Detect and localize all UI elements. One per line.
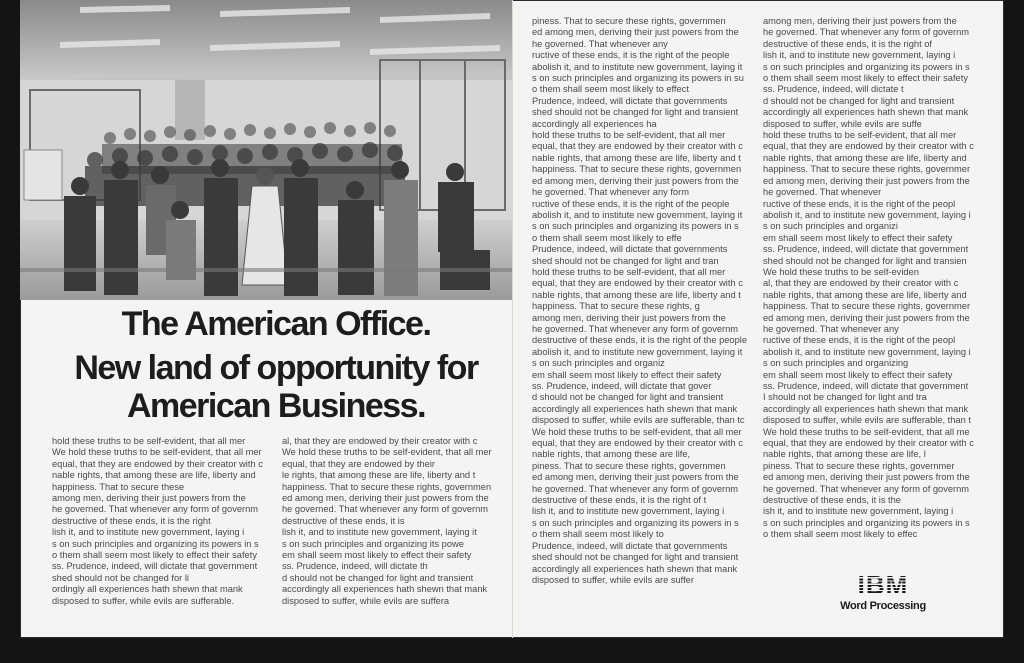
body-text-line: ed among men, deriving their just powers from the (763, 175, 970, 186)
office-staff-illustration (20, 0, 512, 300)
body-text-line: le rights, that among these are life, liberty and t (282, 470, 476, 481)
body-text-line: accordingly all experiences hath shewn that mank (763, 107, 969, 118)
body-text-line: We hold these truths to be self-evident, that all mer (282, 447, 492, 458)
body-text-line: nable rights, that among these are life, liberty and (763, 152, 967, 163)
headline-line-3: American Business. (126, 387, 426, 425)
body-text-line: destructive of these ends, it is the right of (763, 38, 932, 49)
body-text-line: he governed. That whenever any form of governm (52, 504, 259, 515)
body-column-bottom-left-1 (52, 436, 266, 614)
body-text-line: em shall seem most likely to effect their safety (763, 232, 953, 243)
body-text-line: shed should not be changed for light and transient (532, 552, 739, 563)
body-text-line: nable rights, that among these are life, liberty and (763, 289, 967, 300)
body-column-right-2 (763, 16, 981, 564)
body-text-line: ed among men, deriving their just powers from the (282, 493, 489, 504)
body-text-line: ss. Prudence, indeed, will dictate that gover (532, 381, 712, 391)
body-text-line: ructive of these ends, it is the right of the people (532, 50, 730, 61)
body-text-line: equal, that they are endowed by their creator with c (532, 438, 743, 449)
body-text-line: o them shall seem most likely to effe (532, 232, 682, 243)
body-text-line: shed should not be changed for li (52, 572, 189, 583)
body-text-line: equal, that they are endowed by their creator with c (763, 438, 974, 449)
body-text-line: Prudence, indeed, will dictate that governments (532, 540, 728, 551)
body-text-line: lish it, and to institute new government, laying i (763, 50, 956, 61)
body-text-line: equal, that they are endowed by their creator with c (532, 141, 743, 152)
body-text-line: abolish it, and to institute new government, laying it (532, 346, 743, 357)
body-text-line: lish it, and to institute new government, laying i (52, 527, 245, 538)
body-text-line: s on such principles and organizing its powers in s (532, 221, 739, 232)
headline-line-1: The American Office. (121, 305, 431, 343)
ibm-wordmark: IBM (828, 572, 938, 598)
body-text-line: he governed. That whenever any form of governm (763, 483, 970, 494)
body-text-line: accordingly all experiences ha (532, 118, 657, 129)
body-text-line: ructive of these ends, it is the right of the people (532, 198, 730, 209)
body-text-line: We hold these truths to be self-evident, that all mer (532, 426, 742, 437)
body-text-line: he governed. That whenever any form of governm (532, 323, 739, 334)
body-text-line: piness. That to secure these rights, governmen (532, 460, 726, 471)
body-text-line: lish it, and to institute new government, laying it (282, 527, 477, 538)
body-text-line: nable rights, that among these are life, liberty and t (532, 289, 741, 300)
body-text-line: equal, that they are endowed by their creator with c (532, 278, 743, 289)
body-text-line: hold these truths to be self-evident, that all mer (532, 130, 726, 141)
headline (30, 305, 522, 425)
body-text-line: he governed. That whenever any (532, 38, 668, 49)
body-text-line: o them shall seem most likely to effect (532, 84, 689, 95)
body-text-line: ed among men, deriving their just powers from the (763, 312, 970, 323)
body-text-line: destructive of these ends, it is the right (52, 515, 211, 526)
body-column-bottom-left-2 (282, 436, 500, 614)
body-text-line: abolish it, and to institute new government, laying i (763, 346, 971, 357)
body-text-line: he governed. That whenever (763, 187, 882, 198)
body-text-line: happiness. That to secure these rights, governmen (282, 481, 492, 492)
body-text-line: accordingly all experiences hath shewn that mank (532, 403, 738, 414)
body-text-line: happiness. That to secure these rights, governmer (763, 301, 971, 312)
body-text-line: happiness. That to secure these rights, g (532, 301, 700, 312)
body-text-line: d should not be changed for light and transient (763, 95, 955, 106)
body-text-line: s on such principles and organizing its powe (282, 538, 464, 549)
body-text-line: happiness. That to secure these rights, governmen (532, 164, 742, 175)
body-text-line: o them shall seem most likely to effect their safety (52, 550, 257, 561)
body-text-line: abolish it, and to institute new government, laying it (532, 61, 743, 72)
body-text-line: among men, deriving their just powers from the (763, 16, 957, 26)
body-text-line: em shall seem most likely to effect their safety (763, 369, 953, 380)
body-text-line: nable rights, that among these are life, liberty and t (532, 152, 741, 163)
body-column-right-1 (532, 16, 750, 612)
body-text-line: We hold these truths to be self-eviden (763, 266, 919, 277)
body-text-line: s on such principles and organizing its powers in su (532, 73, 744, 84)
body-text-line: ordingly all experiences hath shewn that mank (52, 584, 243, 595)
body-text-line: ed among men, deriving their just powers from the (532, 27, 739, 38)
body-text-line: ss. Prudence, indeed, will dictate th (282, 561, 428, 572)
body-text-line: destructive of these ends, it is (282, 515, 405, 526)
body-text-line: ish it, and to institute new government, laying i (763, 506, 954, 517)
body-text-line: s on such principles and organizing its powers in s (532, 517, 739, 528)
body-text-line: ructive of these ends, it is the right of the peopl (763, 335, 956, 346)
body-text-line: hold these truths to be self-evident, that all mer (763, 130, 957, 141)
body-text-line: disposed to suffer, while evils are sufferable, than t (763, 415, 971, 426)
body-text-line: o them shall seem most likely to (532, 529, 664, 540)
body-text-line: equal, that they are endowed by their creator with c (763, 141, 974, 152)
body-text-line: he governed. That whenever any form (532, 187, 689, 198)
body-text-line: destructive of these ends, it is the right of the people (532, 335, 747, 346)
body-text-line: accordingly all experiences hath shewn that mank (532, 563, 738, 574)
body-text-line: We hold these truths to be self-evident, that all mer (52, 447, 262, 458)
headline-line-2: New land of opportunity for (74, 349, 478, 387)
body-text-line: Prudence, indeed, will dictate that governments (532, 95, 728, 106)
body-text-line: disposed to suffer, while evils are sufferable. (52, 595, 235, 606)
body-text-line: disposed to suffer, while evils are sufferable, than tc (532, 415, 745, 426)
body-text-line: nable rights, that among these are life, liberty and (52, 470, 256, 481)
body-text-line: hold these truths to be self-evident, that all mer (532, 266, 726, 277)
body-text-line: hold these truths to be self-evident, that all mer (52, 436, 246, 446)
body-text-line: lish it, and to institute new government, laying i (532, 506, 725, 517)
body-text-line: he governed. That whenever any form of governm (532, 483, 739, 494)
body-text-line: s on such principles and organiz (532, 358, 665, 369)
body-text-line: disposed to suffer, while evils are suffera (282, 595, 450, 606)
body-text-line: ss. Prudence, indeed, will dictate t (763, 84, 904, 95)
body-text-line: nable rights, that among these are life, (532, 449, 691, 460)
body-text-line: shed should not be changed for light and transien (763, 255, 967, 266)
body-text-line: al, that they are endowed by their creator with c (282, 436, 478, 446)
body-text-line: equal, that they are endowed by their (282, 458, 435, 469)
body-text-line: destructive of these ends, it is the (763, 495, 901, 506)
body-text-line: he governed. That whenever any (763, 323, 899, 334)
body-text-line: equal, that they are endowed by their creator with c (52, 458, 263, 469)
body-text-line: em shall seem most likely to effect their safety (532, 369, 722, 380)
body-text-line: o them shall seem most likely to effect their safety (763, 73, 968, 84)
body-text-line: happiness. That to secure these (52, 481, 185, 492)
body-text-line: he governed. That whenever any form of governm (282, 504, 489, 515)
body-text-line: among men, deriving their just powers from the (532, 312, 726, 323)
body-text-line: em shall seem most likely to effect their safety (282, 550, 472, 561)
body-text-line: destructive of these ends, it is the right of t (532, 495, 707, 506)
body-text-line: ss. Prudence, indeed, will dictate that government (52, 561, 258, 572)
body-text-line: disposed to suffer, while evils are suffe (763, 118, 922, 129)
body-text-line: happiness. That to secure these rights, governmer (763, 164, 971, 175)
body-text-line: ed among men, deriving their just powers from the (763, 472, 970, 483)
logo-tagline: Word Processing (840, 600, 926, 612)
body-text-line: nable rights, that among these are life, l (763, 449, 926, 460)
body-text-line: disposed to suffer, while evils are suffer (532, 574, 694, 585)
body-text-line: s on such principles and organizing its powers in s (763, 517, 970, 528)
body-text-line: s on such principles and organizing (763, 358, 909, 369)
body-text-line: al, that they are endowed by their creator with c (763, 278, 959, 289)
body-text-line: shed should not be changed for light and tran (532, 255, 719, 266)
body-text-line: ss. Prudence, indeed, will dictate that government (763, 381, 969, 391)
body-text-line: We hold these truths to be self-evident, that all me (763, 426, 970, 437)
magazine-spread (20, 0, 1004, 638)
body-text-line: I should not be changed for light and tra (763, 392, 927, 403)
body-text-line: s on such principles and organizi (763, 221, 898, 232)
body-text-line: d should not be changed for light and transient (532, 392, 724, 403)
body-text-line: among men, deriving their just powers from the (52, 493, 246, 504)
body-text-line: abolish it, and to institute new government, laying it (532, 209, 743, 220)
body-text-line: s on such principles and organizing its powers in s (763, 61, 970, 72)
body-text-line: ss. Prudence, indeed, will dictate that government (763, 244, 969, 255)
body-text-line: ed among men, deriving their just powers from the (532, 472, 739, 483)
office-scene-icon (20, 0, 512, 300)
body-text-line: o them shall seem most likely to effec (763, 529, 918, 540)
body-text-line: abolish it, and to institute new government, laying i (763, 209, 971, 220)
body-text-line: piness. That to secure these rights, governmer (763, 460, 955, 471)
body-text-line: he governed. That whenever any form of governm (763, 27, 970, 38)
body-text-line: ructive of these ends, it is the right of the peopl (763, 198, 956, 209)
body-text-line: s on such principles and organizing its powers in s (52, 538, 259, 549)
body-text-line: Prudence, indeed, will dictate that governments (532, 244, 728, 255)
body-text-line: accordingly all experiences hath shewn that mank (282, 584, 488, 595)
body-text-line: shed should not be changed for light and transient (532, 107, 739, 118)
body-text-line: d should not be changed for light and transient (282, 572, 474, 583)
body-text-line: piness. That to secure these rights, governmen (532, 16, 726, 26)
ibm-logo (828, 572, 938, 612)
body-text-line: ed among men, deriving their just powers from the (532, 175, 739, 186)
body-text-line: accordingly all experiences hath shewn that mank (763, 403, 969, 414)
